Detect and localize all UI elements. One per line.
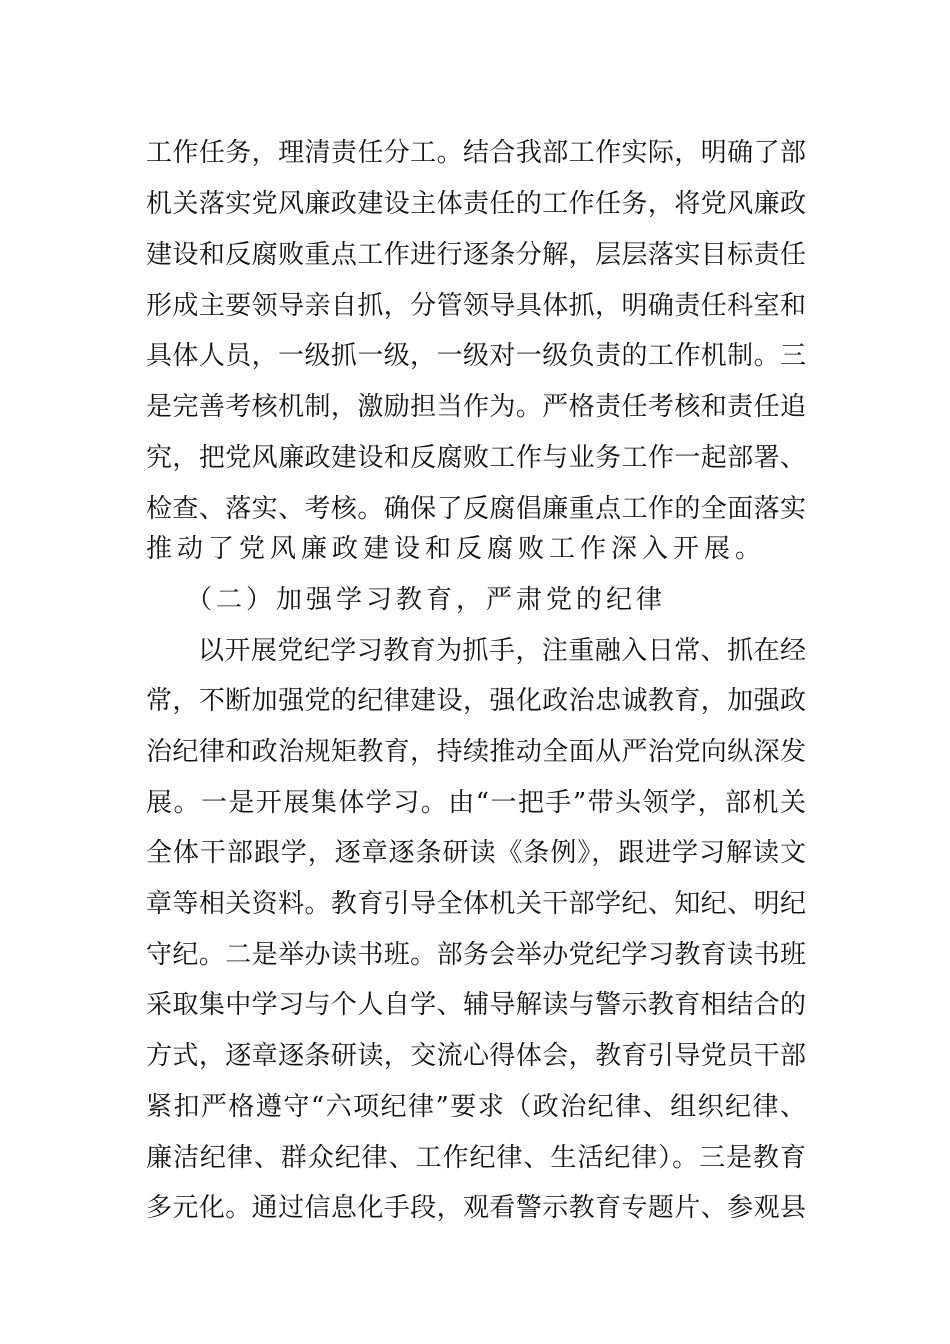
body-line-15: 全体干部跟学，逐章逐条研读《条例》，跟进学习解读文 — [146, 838, 806, 868]
body-line-3: 建设和反腐败重点工作进行逐条分解，层层落实目标责任 — [146, 240, 806, 270]
body-line-6: 是完善考核机制，激励担当作为。严格责任考核和责任追 — [146, 392, 806, 422]
body-line-20: 紧扣严格遵守“六项纪律”要求（政治纪律、组织纪律、 — [146, 1092, 806, 1122]
section-heading: （二）加强学习教育，严肃党的纪律 — [186, 585, 667, 615]
body-line-8: 检查、落实、考核。确保了反腐倡廉重点工作的全面落实 — [146, 494, 806, 524]
body-line-7: 究，把党风廉政建设和反腐败工作与业务工作一起部署、 — [146, 443, 806, 473]
body-line-19: 方式，逐章逐条研读，交流心得体会，教育引导党员干部 — [146, 1041, 806, 1071]
body-line-18: 采取集中学习与个人自学、辅导解读与警示教育相结合的 — [146, 990, 806, 1020]
body-line-11: 以开展党纪学习教育为抓手，注重融入日常、抓在经 — [198, 636, 806, 666]
body-line-2: 机关落实党风廉政建设主体责任的工作任务，将党风廉政 — [146, 189, 806, 219]
body-line-13: 治纪律和政治规矩教育，持续推动全面从严治党向纵深发 — [146, 737, 806, 767]
body-line-4: 形成主要领导亲自抓，分管领导具体抓，明确责任科室和 — [146, 291, 806, 321]
body-line-9: 推动了党风廉政建设和反腐败工作深入开展。 — [146, 534, 767, 564]
body-line-12: 常，不断加强党的纪律建设，强化政治忠诚教育，加强政 — [146, 686, 806, 716]
body-line-21: 廉洁纪律、群众纪律、工作纪律、生活纪律）。三是教育 — [146, 1143, 806, 1173]
body-line-5: 具体人员，一级抓一级，一级对一级负责的工作机制。三 — [146, 341, 806, 371]
body-line-16: 章等相关资料。教育引导全体机关干部学纪、知纪、明纪 — [146, 889, 806, 919]
body-line-17: 守纪。二是举办读书班。部务会举办党纪学习教育读书班 — [146, 940, 806, 970]
body-line-14: 展。一是开展集体学习。由“一把手”带头领学，部机关 — [146, 788, 806, 818]
body-line-1: 工作任务，理清责任分工。结合我部工作实际，明确了部 — [146, 138, 806, 168]
body-line-22: 多元化。通过信息化手段，观看警示教育专题片、参观县 — [146, 1193, 806, 1223]
